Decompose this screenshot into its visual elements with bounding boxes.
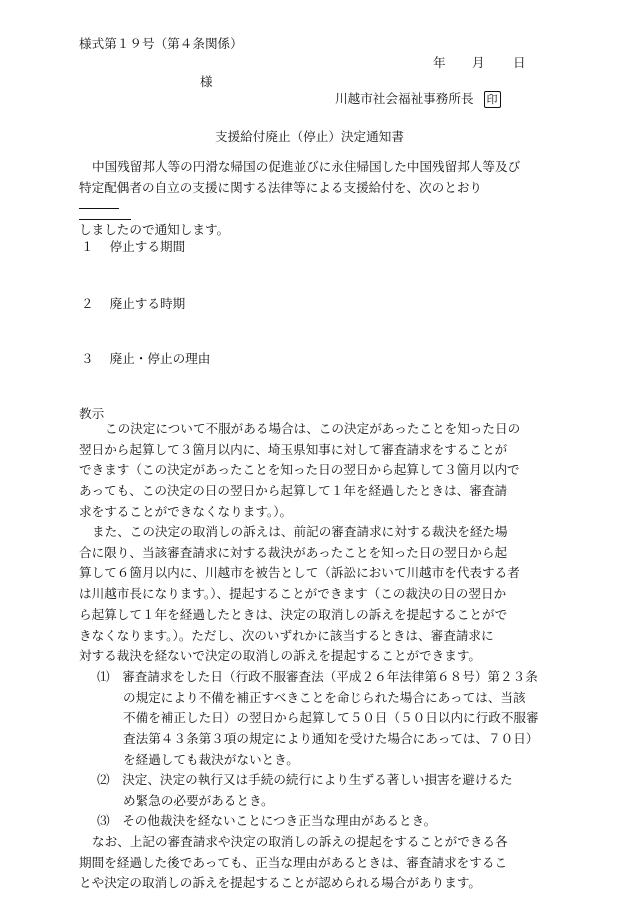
notice-subitem-1 [79, 667, 539, 771]
notice-line: ⑵ 決定、決定の執行又は手続の続行により生ずる著しい損害を避けるた [97, 772, 513, 787]
body-line-text: 特定配偶者の自立の支援に関する法律等による支援給付を、次のとおり [79, 179, 482, 195]
date-day-label: 日 [513, 55, 526, 70]
notice-heading: 教示 [79, 406, 105, 421]
notice-line: 不備を補正した日）の翌日から起算して５０日（５０日以内に行政不服審 [123, 710, 539, 726]
notice-line: の規定により不備を補正すべきことを命じられた場合にあっては、当該 [123, 689, 526, 705]
notice-subitem-2 [79, 770, 513, 811]
blank-underline [79, 198, 119, 209]
notice-line: 求をすることができなくなります。）。 [79, 503, 293, 519]
notice-line: きなくなります。）。ただし、次のいずれかに該当するときは、審査請求に [79, 627, 494, 643]
notice-line: また、この決定の取消しの訴えは、前記の審査請求に対する裁決を経た場 [92, 524, 508, 539]
notice-line: 翌日から起算して３箇月以内に、埼玉県知事に対して審査請求をすることが [79, 441, 508, 457]
notice-paragraph-3 [79, 832, 508, 894]
notice-paragraph-2 [79, 522, 520, 667]
notice-line: 合に限り、当該審査請求に対する裁決があったことを知った日の翌日から起 [79, 544, 508, 560]
notice-line: ⑶ その他裁決を経ないことにつき正当な理由があるとき。 [97, 813, 437, 828]
body-line [79, 178, 520, 210]
notice-line: ⑴ 審査請求をした日（行政不服審査法（平成２６年法律第６８号）第２３条 [97, 669, 538, 684]
notice-line: 対する裁決を経ないで決定の取消しの訴えを提起することができます。 [79, 648, 481, 664]
notice-line: め緊急の必要があるとき。 [123, 792, 274, 808]
notice-line: を経過しても裁決がないとき。 [123, 751, 299, 767]
notice-line: できます（この決定があったことを知った日の翌日から起算して３箇月以内で [79, 462, 520, 478]
notice-line: 査法第４３条第３項の規定により通知を受けた場合にあっては、７０日） [123, 731, 539, 747]
item-3 [81, 348, 210, 367]
item-1 [81, 236, 185, 255]
date-month-label: 月 [472, 55, 485, 70]
issuer-line [335, 88, 501, 108]
item-number: ３ [81, 351, 94, 366]
issuer-name: 川越市社会福祉事務所長 [335, 91, 474, 106]
recipient-suffix: 様 [200, 74, 213, 89]
notice-subitem-3 [79, 811, 436, 832]
form-number: 様式第１９号（第４条関係） [79, 36, 243, 51]
notice-line: この決定について不服がある場合は、この決定があったことを知った日の [105, 421, 521, 436]
notice-line: 期間を経過した後であっても、正当な理由があるときは、審査請求をするこ [79, 854, 508, 870]
notice-line: あっても、この決定の日の翌日から起算して１年を経過したときは、審査請 [79, 483, 508, 499]
seal-mark: 印 [484, 91, 501, 108]
item-number: ２ [81, 296, 94, 311]
notice-line: なお、上記の審査請求や決定の取消しの訴えの提起をすることができる各 [92, 834, 508, 849]
document-title: 支援給付廃止（停止）決定通知書 [215, 129, 404, 144]
body-line: 中国残留邦人等の円滑な帰国の促進並びに永住帰国した中国残留邦人等及び [92, 159, 521, 174]
notice-line: は川越市長になります。）、提起することができます（この裁決の日の翌日か [79, 586, 507, 602]
item-number: １ [81, 239, 94, 254]
notice-line: 算して６箇月以内に、川越市を被告として（訴訟において川越市を代表する者 [79, 565, 520, 581]
item-label: 廃止する時期 [109, 296, 186, 311]
blank-underline [79, 209, 131, 220]
item-label: 停止する期間 [109, 239, 186, 254]
notice-line: ら起算して１年を経過したときは、決定の取消しの訴えを提起することがで [79, 606, 508, 622]
body-paragraph [79, 157, 520, 241]
body-line-text: しましたので通知します。 [79, 222, 230, 238]
notice-line: とや決定の取消しの訴えを提起することが認められる場合があります。 [79, 875, 481, 891]
notice-paragraph-1 [79, 419, 520, 523]
item-2 [81, 293, 185, 312]
date-year-label: 年 [433, 55, 446, 70]
item-label: 廃止・停止の理由 [109, 351, 211, 366]
